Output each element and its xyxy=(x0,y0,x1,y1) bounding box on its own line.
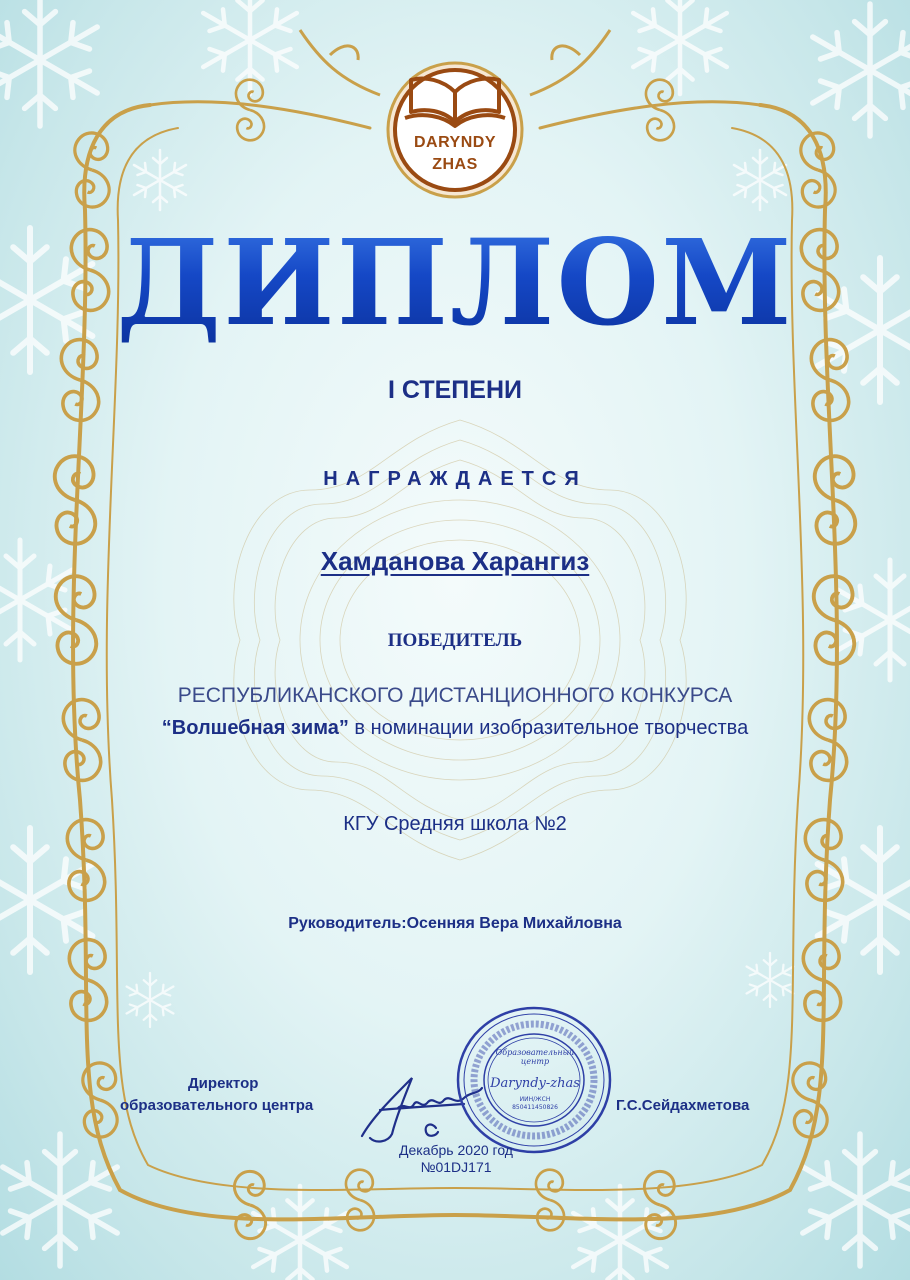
stamp-text-2: Daryndy-zhas xyxy=(490,1076,580,1091)
contest-nomination xyxy=(0,717,910,740)
awarded-label: НАГРАЖДАЕТСЯ xyxy=(323,468,587,490)
stamp-text-3: ИИН/ЖСН xyxy=(519,1096,551,1103)
leader-name: Руководитель:Осенняя Вера Михайловна xyxy=(288,915,622,932)
degree-label: I СТЕПЕНИ xyxy=(388,376,522,404)
contest-name: “Волшебная зима” xyxy=(161,717,349,739)
director-title-line2: образовательного центра xyxy=(120,1097,314,1114)
school-name: КГУ Средняя школа №2 xyxy=(343,813,567,835)
stamp-text-1: Образовательный центр xyxy=(495,1048,575,1066)
director-name: Г.С.Сейдахметова xyxy=(616,1097,750,1114)
issue-date: Декабрь 2020 год xyxy=(399,1142,513,1158)
nomination-text: в номинации изобразительное творчества xyxy=(348,717,749,739)
logo-text-line2: ZHAS xyxy=(432,156,478,173)
daryndy-zhas-logo xyxy=(385,60,525,200)
contest-title: РЕСПУБЛИКАНСКОГО ДИСТАНЦИОННОГО КОНКУРСА xyxy=(177,684,733,707)
diploma-number: №01DJ171 xyxy=(420,1159,492,1175)
logo-text-line1: DARYNDY xyxy=(413,134,497,151)
status-label: ПОБЕДИТЕЛЬ xyxy=(387,630,523,651)
diploma-title: ДИПЛОМ xyxy=(0,208,910,358)
recipient-name: Хамданова Харангиз xyxy=(320,546,590,576)
director-title-line1: Директор xyxy=(188,1075,259,1092)
stamp-text-4: 850411450826 xyxy=(512,1104,558,1111)
